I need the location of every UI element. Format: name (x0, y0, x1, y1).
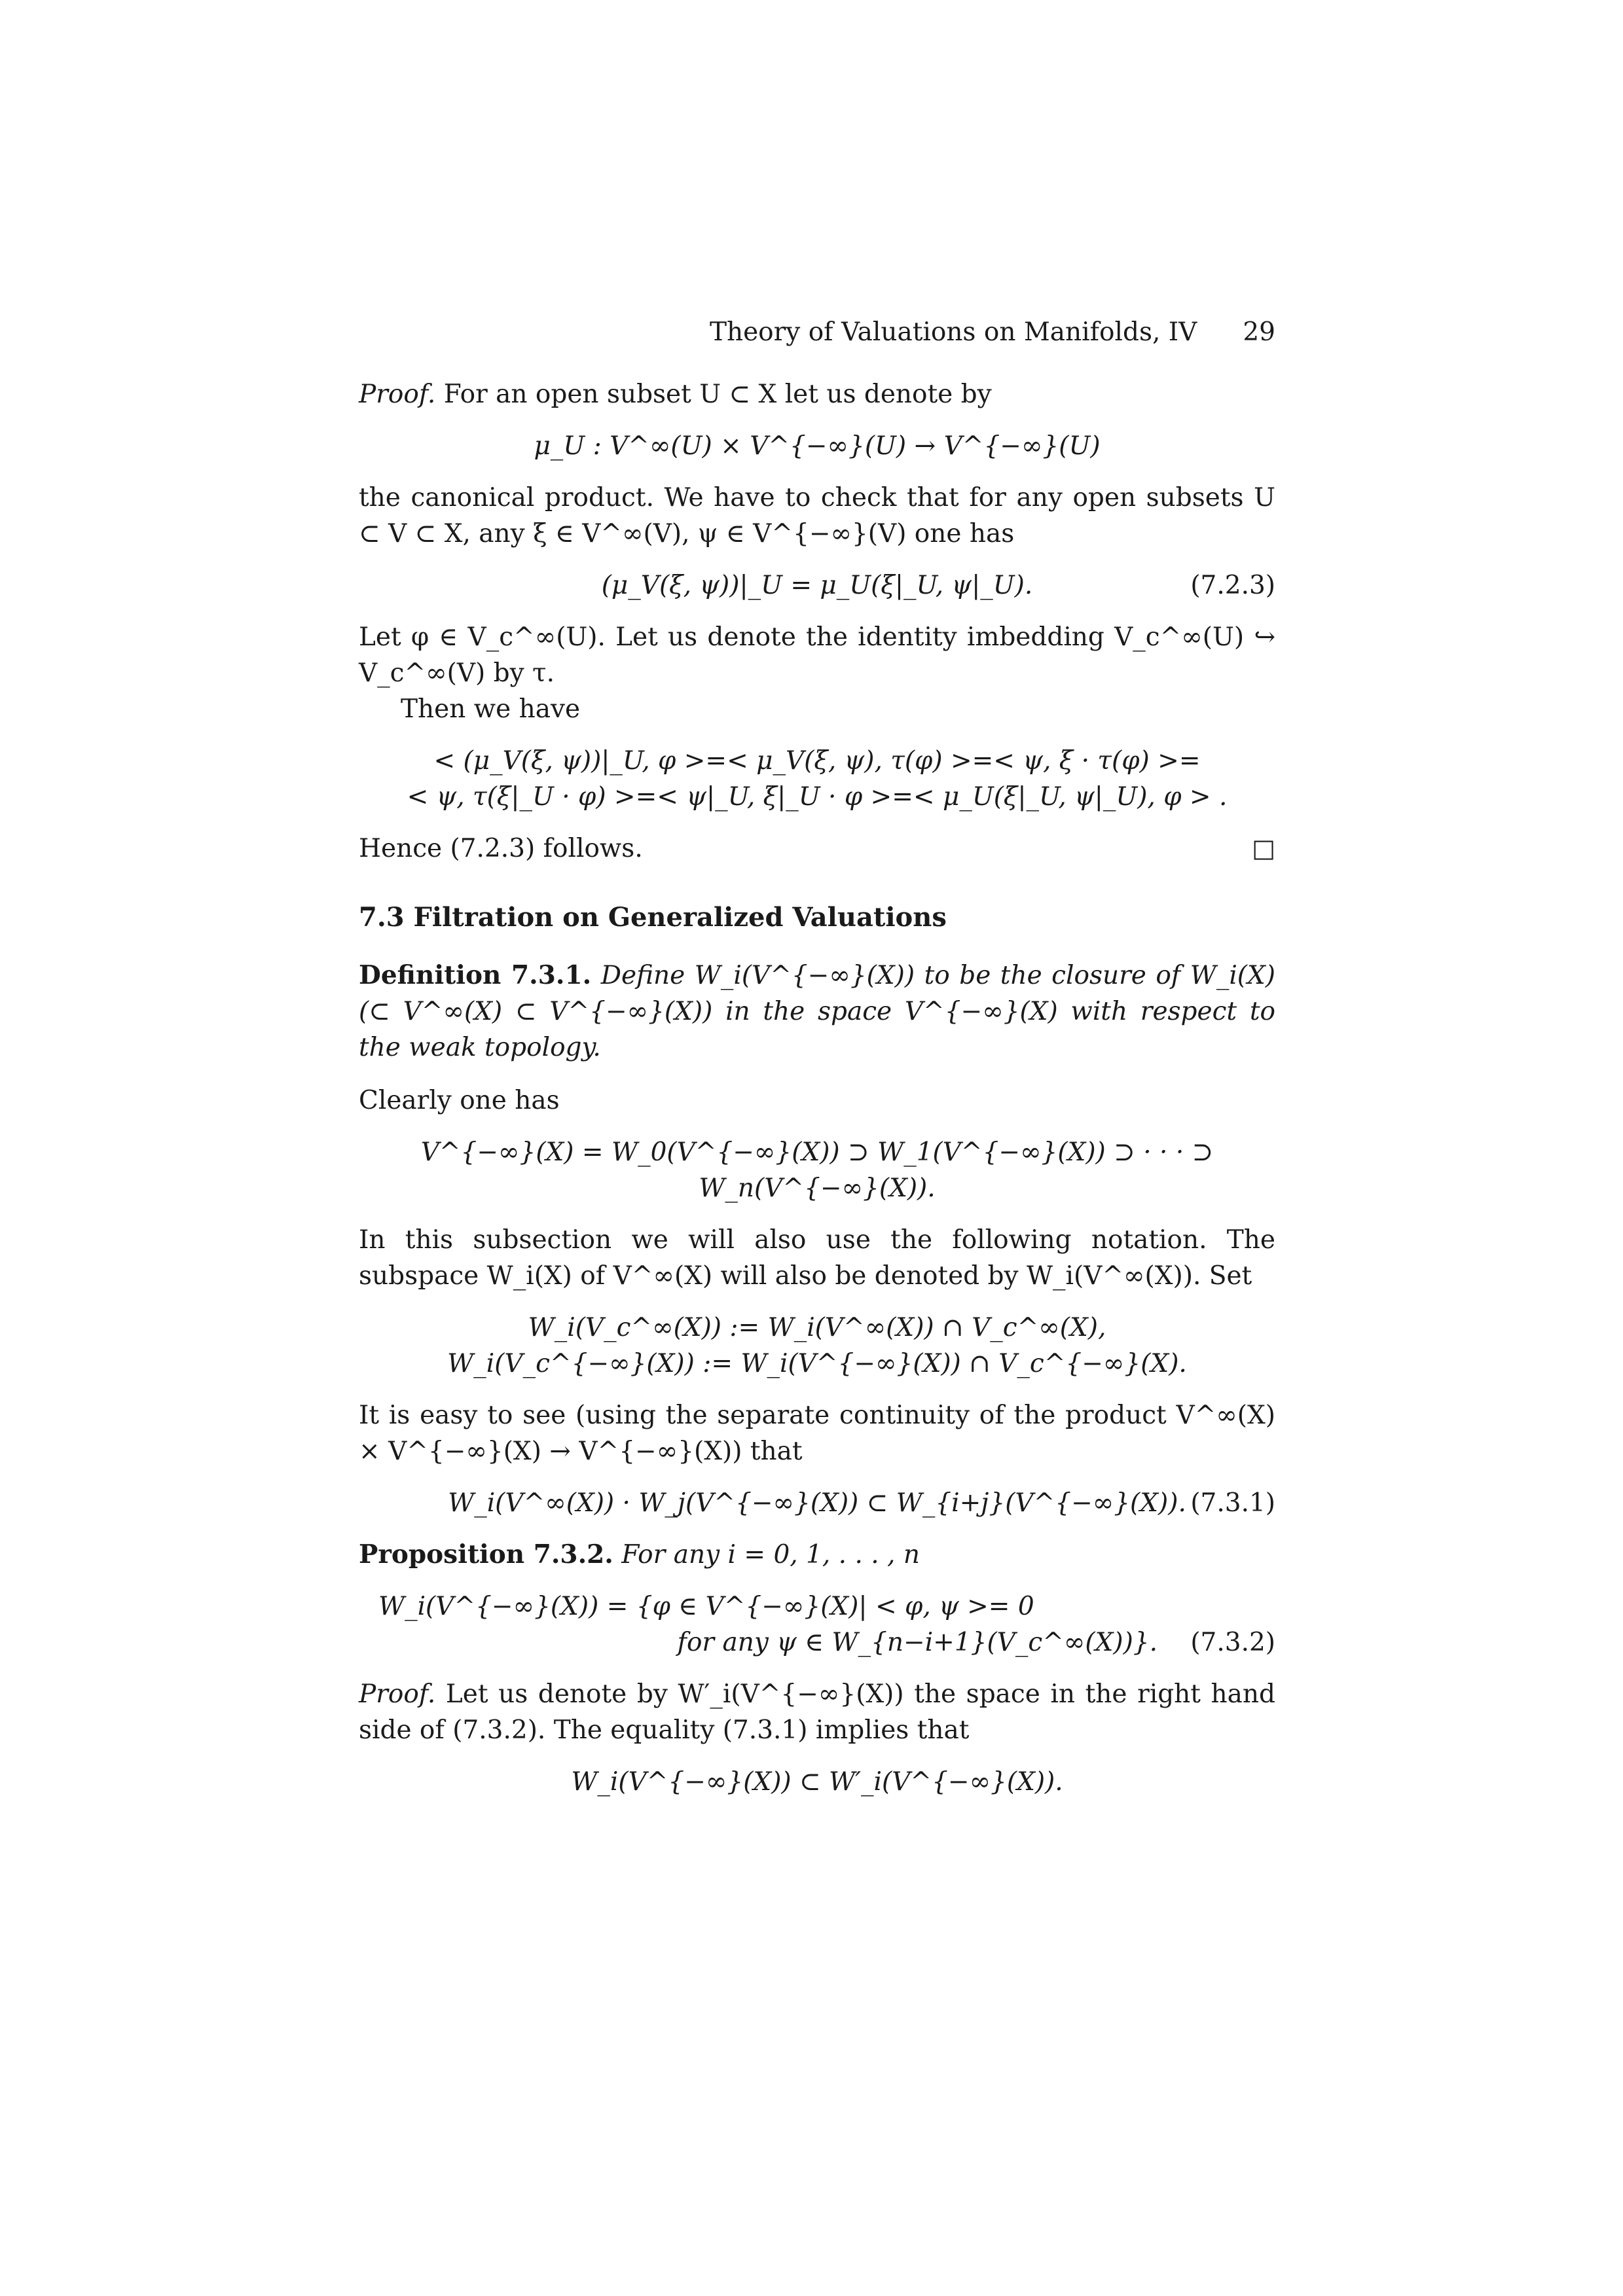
equation-set-line-2: W_i(V_c^{−∞}(X)) := W_i(V^{−∞}(X)) ∩ V_c^{−∞}(X). (447, 1349, 1187, 1378)
equation-final-expr: W_i(V^{−∞}(X)) ⊂ W′_i(V^{−∞}(X)). (571, 1767, 1063, 1797)
equation-chain (359, 743, 1275, 815)
running-title: Theory of Valuations on Manifolds, IV (709, 317, 1197, 347)
paragraph-imbedding: Let φ ∈ V_c^∞(U). Let us denote the identity imbedding V_c^∞(U) ↪ V_c^∞(V) by τ. (359, 622, 1275, 688)
proof-conclusion (359, 831, 1275, 867)
equation-mu (359, 428, 1275, 464)
equation-7-3-1-expr: W_i(V^∞(X)) · W_j(V^{−∞}(X)) ⊂ W_{i+j}(V^{−∞}(X)). (448, 1488, 1186, 1518)
equation-final (359, 1764, 1275, 1800)
proposition-label: Proposition 7.3.2. (359, 1539, 613, 1570)
equation-7-3-2-line-2: for any ψ ∈ W_{n−i+1}(V_c^∞(X))}. (677, 1628, 1158, 1657)
proof-label-2: Proof. (359, 1679, 436, 1709)
equation-mu-expr: μ_U : V^∞(U) × V^{−∞}(U) → V^{−∞}(U) (534, 431, 1101, 461)
equation-chain-line-2: < ψ, τ(ξ|_U · φ) >=< ψ|_U, ξ|_U · φ >=< μ_U(ξ|_U, ψ|_U), φ > . (407, 782, 1228, 812)
qed-square-icon: □ (1252, 834, 1275, 863)
equation-7-2-3 (359, 567, 1275, 603)
paragraph-notation: In this subsection we will also use the following notation. The subspace W_i(X) of V^∞(X) will also be denoted by W_i(V^∞(X)). Set (359, 1225, 1275, 1291)
equation-set (359, 1310, 1275, 1382)
paragraph-proof-right-hand (359, 1676, 1275, 1748)
definition-7-3-1 (359, 958, 1275, 1066)
proof-right-hand-text: Let us denote by W′_i(V^{−∞}(X)) the space in the right hand side of (7.3.2). The equality (7.3.1) implies that (359, 1679, 1275, 1745)
paragraph-clearly: Clearly one has (359, 1086, 560, 1115)
definition-label: Definition 7.3.1. (359, 960, 592, 990)
paragraph-hence: Hence (7.2.3) follows. (359, 834, 643, 863)
paragraph-easy-to-see: It is easy to see (using the separate continuity of the product V^∞(X) × V^{−∞}(X) → V^{−∞}(X)) that (359, 1401, 1275, 1466)
equation-7-3-2-number: (7.3.2) (1190, 1628, 1275, 1657)
definition-text: Define W_i(V^{−∞}(X)) to be the closure of W_i(X)(⊂ V^∞(X) ⊂ V^{−∞}(X)) in the space V^{−∞}(X) with respect to the weak topology. (359, 961, 1275, 1062)
equation-set-line-1: W_i(V_c^∞(X)) := W_i(V^∞(X)) ∩ V_c^∞(X), (528, 1313, 1106, 1342)
equation-7-2-3-expr: (μ_V(ξ, ψ))|_U = μ_U(ξ|_U, ψ|_U). (601, 571, 1033, 600)
proof-intro-text: For an open subset U ⊂ X let us denote by (435, 380, 992, 409)
section-title: 7.3 Filtration on Generalized Valuations (359, 902, 947, 933)
running-header (359, 314, 1275, 350)
proof-label: Proof. (359, 380, 436, 409)
paragraph-canonical-product: the canonical product. We have to check that for any open subsets U ⊂ V ⊂ X, any ξ ∈ V^∞(V), ψ ∈ V^{−∞}(V) one has (359, 483, 1275, 548)
equation-chain-line-1: < (μ_V(ξ, ψ))|_U, φ >=< μ_V(ξ, ψ), τ(φ) >=< ψ, ξ · τ(φ) >= (433, 746, 1201, 776)
page-number: 29 (1243, 317, 1275, 347)
proposition-7-3-2 (359, 1537, 1275, 1573)
equation-7-3-2 (359, 1588, 1275, 1660)
equation-7-3-1-number: (7.3.1) (1190, 1488, 1275, 1518)
paragraph-proof-intro (359, 376, 1275, 412)
equation-7-3-1 (359, 1485, 1275, 1521)
proposition-text: For any i = 0, 1, . . . , n (613, 1540, 920, 1570)
equation-7-3-2-line-1: W_i(V^{−∞}(X)) = {φ ∈ V^{−∞}(X)| < φ, ψ >= 0 (378, 1592, 1034, 1621)
paragraph-then: Then we have (401, 694, 581, 724)
equation-7-2-3-number: (7.2.3) (1190, 571, 1275, 600)
equation-filtration (359, 1134, 1275, 1206)
page-body (359, 314, 1275, 1816)
equation-filtration-expr: V^{−∞}(X) = W_0(V^{−∞}(X)) ⊃ W_1(V^{−∞}(X)) ⊃ · · · ⊃ W_n(V^{−∞}(X)). (420, 1138, 1214, 1203)
